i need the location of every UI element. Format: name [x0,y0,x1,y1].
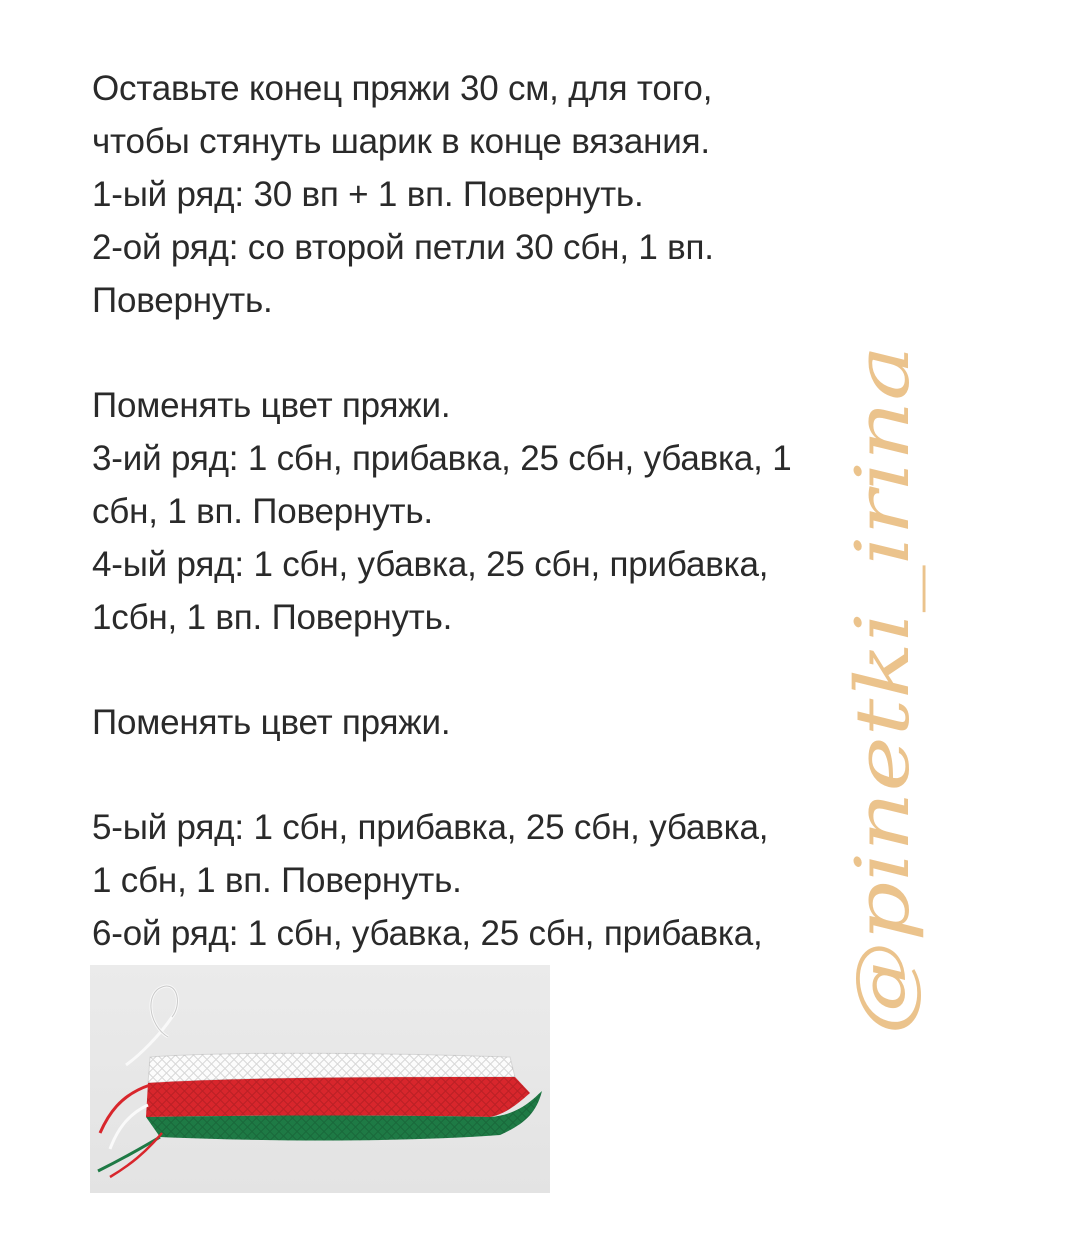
text-line: чтобы стянуть шарик в конце вязания. [92,122,710,161]
text-line: 1сбн, 1 вп. Повернуть. [92,598,453,637]
text-line: 5-ый ряд: 1 сбн, прибавка, 25 сбн, убавка, [92,808,769,847]
text-line: 1-ый ряд: 30 вп + 1 вп. Повернуть. [92,175,644,214]
text-line: Поменять цвет пряжи. [92,386,451,425]
crochet-sample-photo [90,965,550,1193]
text-line: Повернуть. [92,281,273,320]
watermark-text: @pinetki_irina [840,488,926,1035]
paragraph-rows-3-4 [92,379,952,644]
text-line: сбн, 1 вп. Повернуть. [92,492,433,531]
text-line: 2-ой ряд: со второй петли 30 сбн, 1 вп. [92,228,714,267]
pattern-instructions [92,62,952,1065]
paragraph-intro [92,62,952,327]
text-line: 1 сбн, 1 вп. Повернуть. [92,861,462,900]
paragraph-change-color [92,696,952,749]
text-line: 3-ий ряд: 1 сбн, прибавка, 25 сбн, убавка, 1 [92,439,792,478]
crochet-sample-image [90,965,550,1193]
text-line: Оставьте конец пряжи 30 см, для того, [92,69,713,108]
text-line: 4-ый ряд: 1 сбн, убавка, 25 сбн, прибавка, [92,545,769,584]
text-line: Поменять цвет пряжи. [92,703,451,742]
text-line: 6-ой ряд: 1 сбн, убавка, 25 сбн, прибавка, [92,914,763,953]
